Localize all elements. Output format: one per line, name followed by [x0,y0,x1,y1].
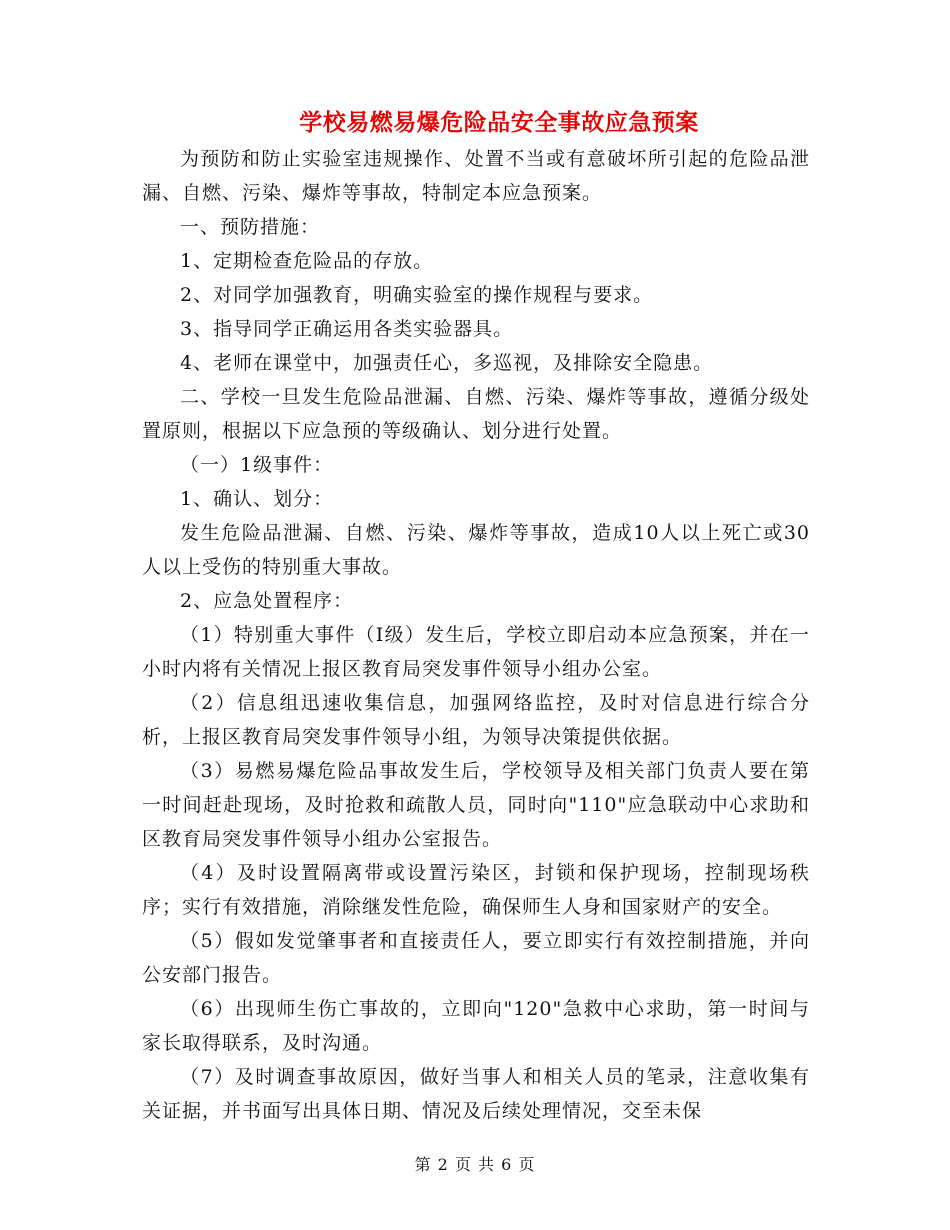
paragraph: （4）及时设置隔离带或设置污染区，封锁和保护现场，控制现场秩序；实行有效措施，消除继发性危险，确保师生人身和国家财产的安全。 [142,862,810,918]
paragraph: 3、指导同学正确运用各类实验器具。 [180,318,514,340]
paragraph: （6）出现师生伤亡事故的，立即向"120"急救中心求助，第一时间与家长取得联系，及时沟通。 [142,998,810,1054]
paragraph: 一、预防措施： [180,216,321,238]
paragraph: （7）及时调查事故原因，做好当事人和相关人员的笔录，注意收集有关证据，并书面写出具体日期、情况及后续处理情况，交至未保 [142,1066,810,1122]
paragraph: 4、老师在课堂中，加强责任心，多巡视，及排除安全隐患。 [180,352,714,374]
paragraph: 2、应急处置程序： [180,590,354,612]
paragraph: （2）信息组迅速收集信息，加强网络监控，及时对信息进行综合分析，上报区教育局突发事件领导小组，为领导决策提供依据。 [142,692,810,748]
document-body [142,142,810,1128]
paragraph: （3）易燃易爆危险品事故发生后，学校领导及相关部门负责人要在第一时间赶赴现场，及时抢救和疏散人员，同时向"110"应急联动中心求助和区教育局突发事件领导小组办公室报告。 [142,760,810,850]
paragraph: 为预防和防止实验室违规操作、处置不当或有意破坏所引起的危险品泄漏、自燃、污染、爆炸等事故，特制定本应急预案。 [142,148,810,204]
paragraph: 1、确认、划分： [180,488,334,510]
page-number: 第 2 页 共 6 页 [414,1155,536,1174]
paragraph: （一）1级事件： [180,454,334,476]
paragraph: （5）假如发觉肇事者和直接责任人，要立即实行有效控制措施，并向公安部门报告。 [142,930,810,986]
paragraph: 2、对同学加强教育，明确实验室的操作规程与要求。 [180,284,654,306]
document-title: 学校易燃易爆危险品安全事故应急预案 [299,109,699,136]
paragraph: 1、定期检查危险品的存放。 [180,250,434,272]
paragraph: 二、学校一旦发生危险品泄漏、自燃、污染、爆炸等事故，遵循分级处置原则，根据以下应急预的等级确认、划分进行处置。 [142,386,810,442]
paragraph: 发生危险品泄漏、自燃、污染、爆炸等事故，造成10人以上死亡或30人以上受伤的特别重大事故。 [142,522,810,578]
paragraph: （1）特别重大事件（Ⅰ级）发生后，学校立即启动本应急预案，并在一小时内将有关情况上报区教育局突发事件领导小组办公室。 [142,624,810,680]
